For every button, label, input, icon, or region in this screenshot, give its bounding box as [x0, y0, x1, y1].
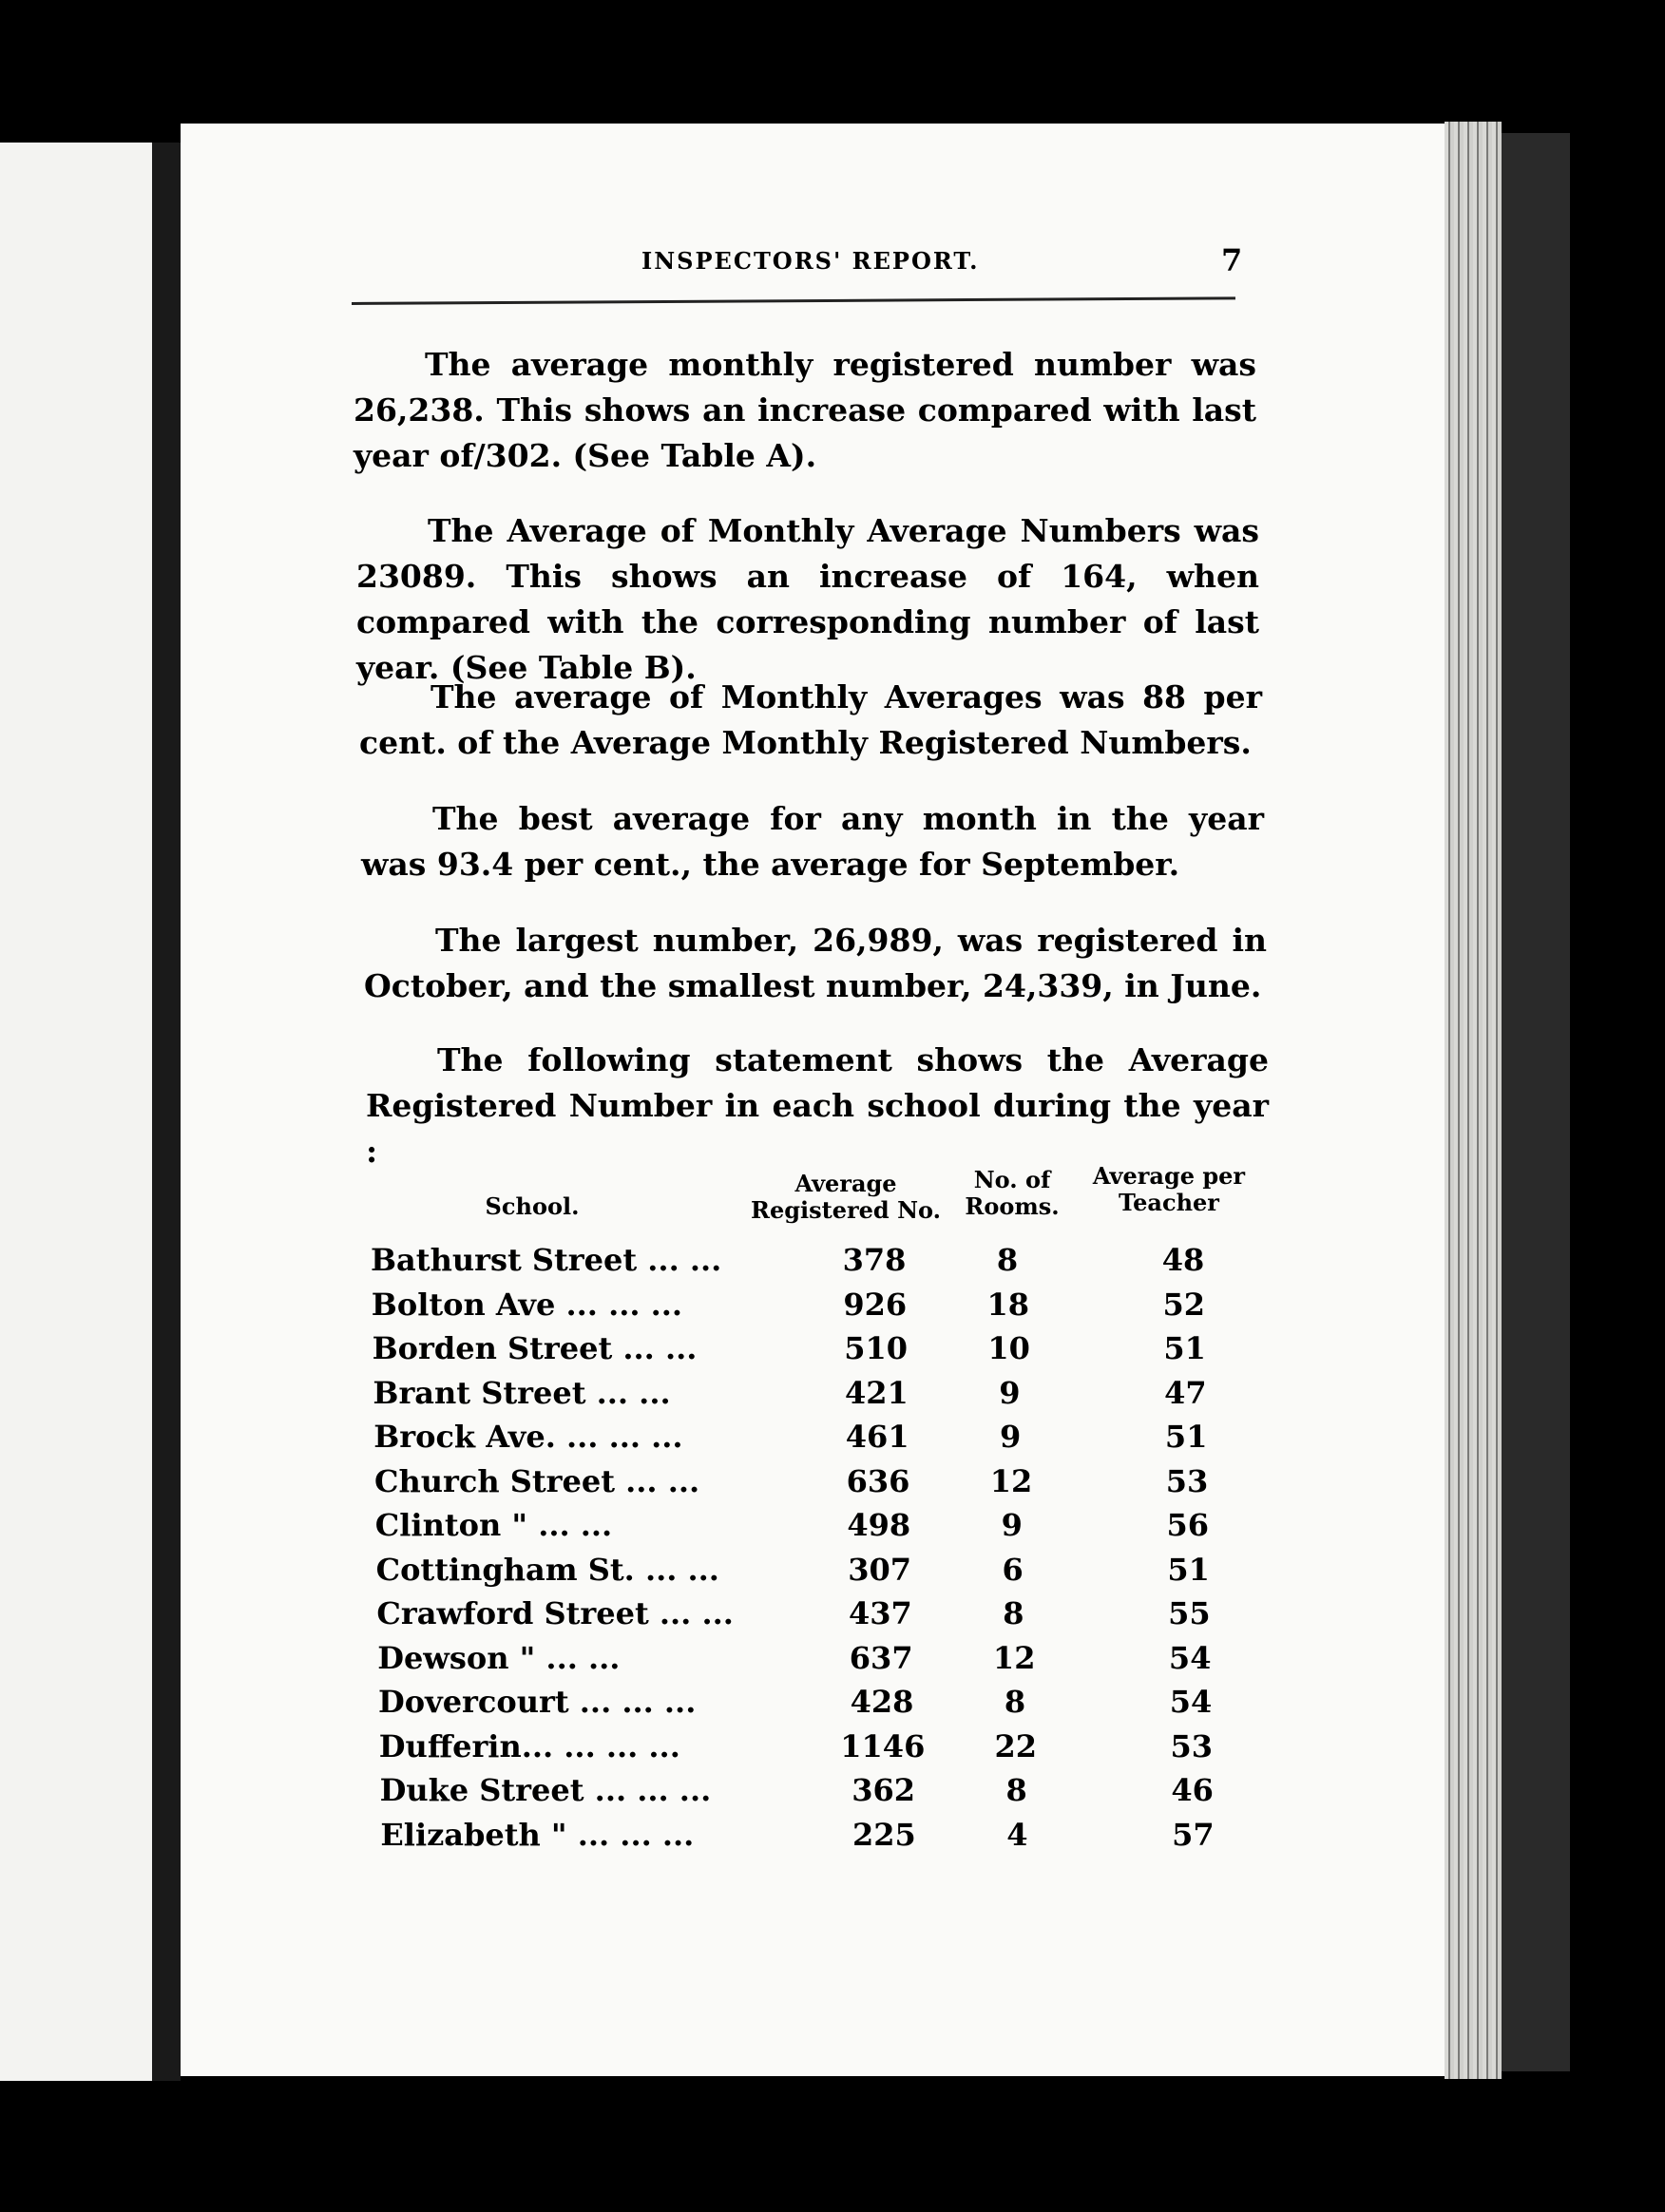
- table-row: [373, 1375, 1266, 1419]
- table-row: [380, 1772, 1273, 1816]
- per-teacher-average: 51: [1163, 1330, 1206, 1366]
- registered-count: 461: [845, 1419, 909, 1455]
- registered-count: 378: [842, 1242, 907, 1278]
- rooms-count: 4: [1006, 1816, 1028, 1853]
- table-row: [377, 1640, 1271, 1684]
- per-teacher-average: 54: [1169, 1684, 1213, 1720]
- school-name: Bathurst Street ... ...: [371, 1242, 722, 1278]
- per-teacher-average: 47: [1164, 1374, 1207, 1411]
- registered-count: 362: [852, 1772, 915, 1808]
- school-name: Church Street ... ...: [374, 1462, 700, 1499]
- per-teacher-average: 46: [1171, 1772, 1214, 1808]
- table-row: [374, 1463, 1268, 1507]
- school-name: Crawford Street ... ...: [376, 1595, 734, 1631]
- school-name: Dufferin... ... ... ...: [378, 1727, 680, 1764]
- rooms-count: 12: [989, 1462, 1033, 1499]
- column-header-rooms: No. of Rooms.: [965, 1166, 1060, 1220]
- column-header-per-teacher: Average per Teacher: [1092, 1162, 1246, 1216]
- registered-count: 498: [847, 1507, 911, 1543]
- paragraph-percent: [359, 675, 1262, 766]
- paragraph-average: [356, 508, 1259, 691]
- per-teacher-average: 53: [1170, 1727, 1214, 1764]
- paragraph-text: The largest number, 26,989, was registered in October, and the smallest number, 24,339, in June.: [364, 922, 1267, 1004]
- school-name: Dewson " ... ...: [377, 1639, 621, 1676]
- table-row: [379, 1728, 1273, 1772]
- rooms-count: 18: [986, 1286, 1030, 1323]
- per-teacher-average: 54: [1168, 1639, 1212, 1676]
- per-teacher-average: 55: [1168, 1595, 1211, 1631]
- school-name: Brock Ave. ... ... ...: [373, 1419, 683, 1455]
- page-edges: [1445, 122, 1502, 2079]
- rooms-count: 22: [994, 1727, 1038, 1764]
- registered-count: 437: [848, 1595, 912, 1631]
- per-teacher-average: 57: [1172, 1816, 1215, 1853]
- rooms-count: 10: [987, 1330, 1030, 1366]
- table-row: [376, 1595, 1270, 1639]
- table-row: [378, 1684, 1272, 1727]
- running-title: INSPECTORS' REPORT.: [641, 247, 980, 275]
- table-row: [380, 1817, 1273, 1860]
- rooms-count: 6: [1002, 1551, 1024, 1588]
- book-gutter: [152, 143, 181, 2081]
- rooms-count: 8: [996, 1242, 1019, 1278]
- paragraph-text: The following statement shows the Average Registered Number in each school during the year :: [366, 1041, 1269, 1170]
- paragraph-text: The best average for any month in the year was 93.4 per cent., the average for September.: [361, 800, 1264, 883]
- table-row: [372, 1287, 1265, 1330]
- table-row: [371, 1242, 1264, 1286]
- table-row: [373, 1419, 1267, 1462]
- column-header-school: School.: [485, 1192, 580, 1220]
- rooms-count: 12: [992, 1639, 1036, 1676]
- school-name: Cottingham St. ... ...: [375, 1551, 719, 1588]
- paragraph-statement: [366, 1038, 1269, 1174]
- rooms-count: 9: [999, 1374, 1021, 1411]
- per-teacher-average: 51: [1164, 1419, 1208, 1455]
- registered-count: 1146: [840, 1727, 926, 1764]
- registered-count: 636: [846, 1462, 910, 1499]
- paragraph-registered: [354, 342, 1256, 479]
- rooms-count: 8: [1005, 1772, 1027, 1808]
- paragraph-best-month: [361, 796, 1264, 887]
- paragraph-text: The average of Monthly Averages was 88 per cent. of the Average Monthly Registered Numbers.: [359, 678, 1262, 761]
- page-header: [456, 242, 1254, 280]
- table-row: [375, 1507, 1269, 1551]
- column-header-registered: Average Registered No.: [751, 1170, 941, 1224]
- rooms-count: 9: [1000, 1419, 1022, 1455]
- school-name: Dovercourt ... ... ...: [378, 1684, 697, 1720]
- paragraph-largest: [364, 918, 1267, 1009]
- paragraph-text: The average monthly registered number was 26,238. This shows an increase compared with last year of/302. (See Table A).: [354, 346, 1256, 474]
- registered-count: 926: [843, 1286, 908, 1323]
- registered-count: 421: [844, 1374, 909, 1411]
- school-name: Brant Street ... ...: [373, 1374, 671, 1411]
- table-row: [373, 1330, 1266, 1374]
- per-teacher-average: 56: [1166, 1507, 1210, 1543]
- facing-page: [0, 143, 152, 2081]
- per-teacher-average: 51: [1167, 1551, 1210, 1588]
- registered-count: 307: [848, 1551, 911, 1588]
- rooms-count: 8: [1004, 1684, 1026, 1720]
- registered-count: 510: [844, 1330, 908, 1366]
- school-name: Clinton " ... ...: [374, 1507, 613, 1543]
- rooms-count: 8: [1003, 1595, 1024, 1631]
- paragraph-text: The Average of Monthly Average Numbers was 23089. This shows an increase of 164, when compared with the corresponding number of last year. (See Table B).: [356, 512, 1259, 686]
- rooms-count: 9: [1001, 1507, 1023, 1543]
- school-name: Bolton Ave ... ... ...: [371, 1286, 683, 1323]
- school-name: Elizabeth " ... ... ...: [380, 1816, 695, 1853]
- registered-count: 225: [852, 1816, 916, 1853]
- school-name: Duke Street ... ... ...: [379, 1772, 712, 1808]
- per-teacher-average: 53: [1165, 1462, 1209, 1499]
- per-teacher-average: 48: [1161, 1242, 1205, 1278]
- table-row: [376, 1552, 1270, 1595]
- school-name: Borden Street ... ...: [372, 1330, 698, 1366]
- page-number: 7: [1221, 242, 1243, 278]
- per-teacher-average: 52: [1162, 1286, 1206, 1323]
- book-cover: [1502, 133, 1570, 2071]
- registered-count: 428: [850, 1684, 914, 1720]
- registered-count: 637: [849, 1639, 913, 1676]
